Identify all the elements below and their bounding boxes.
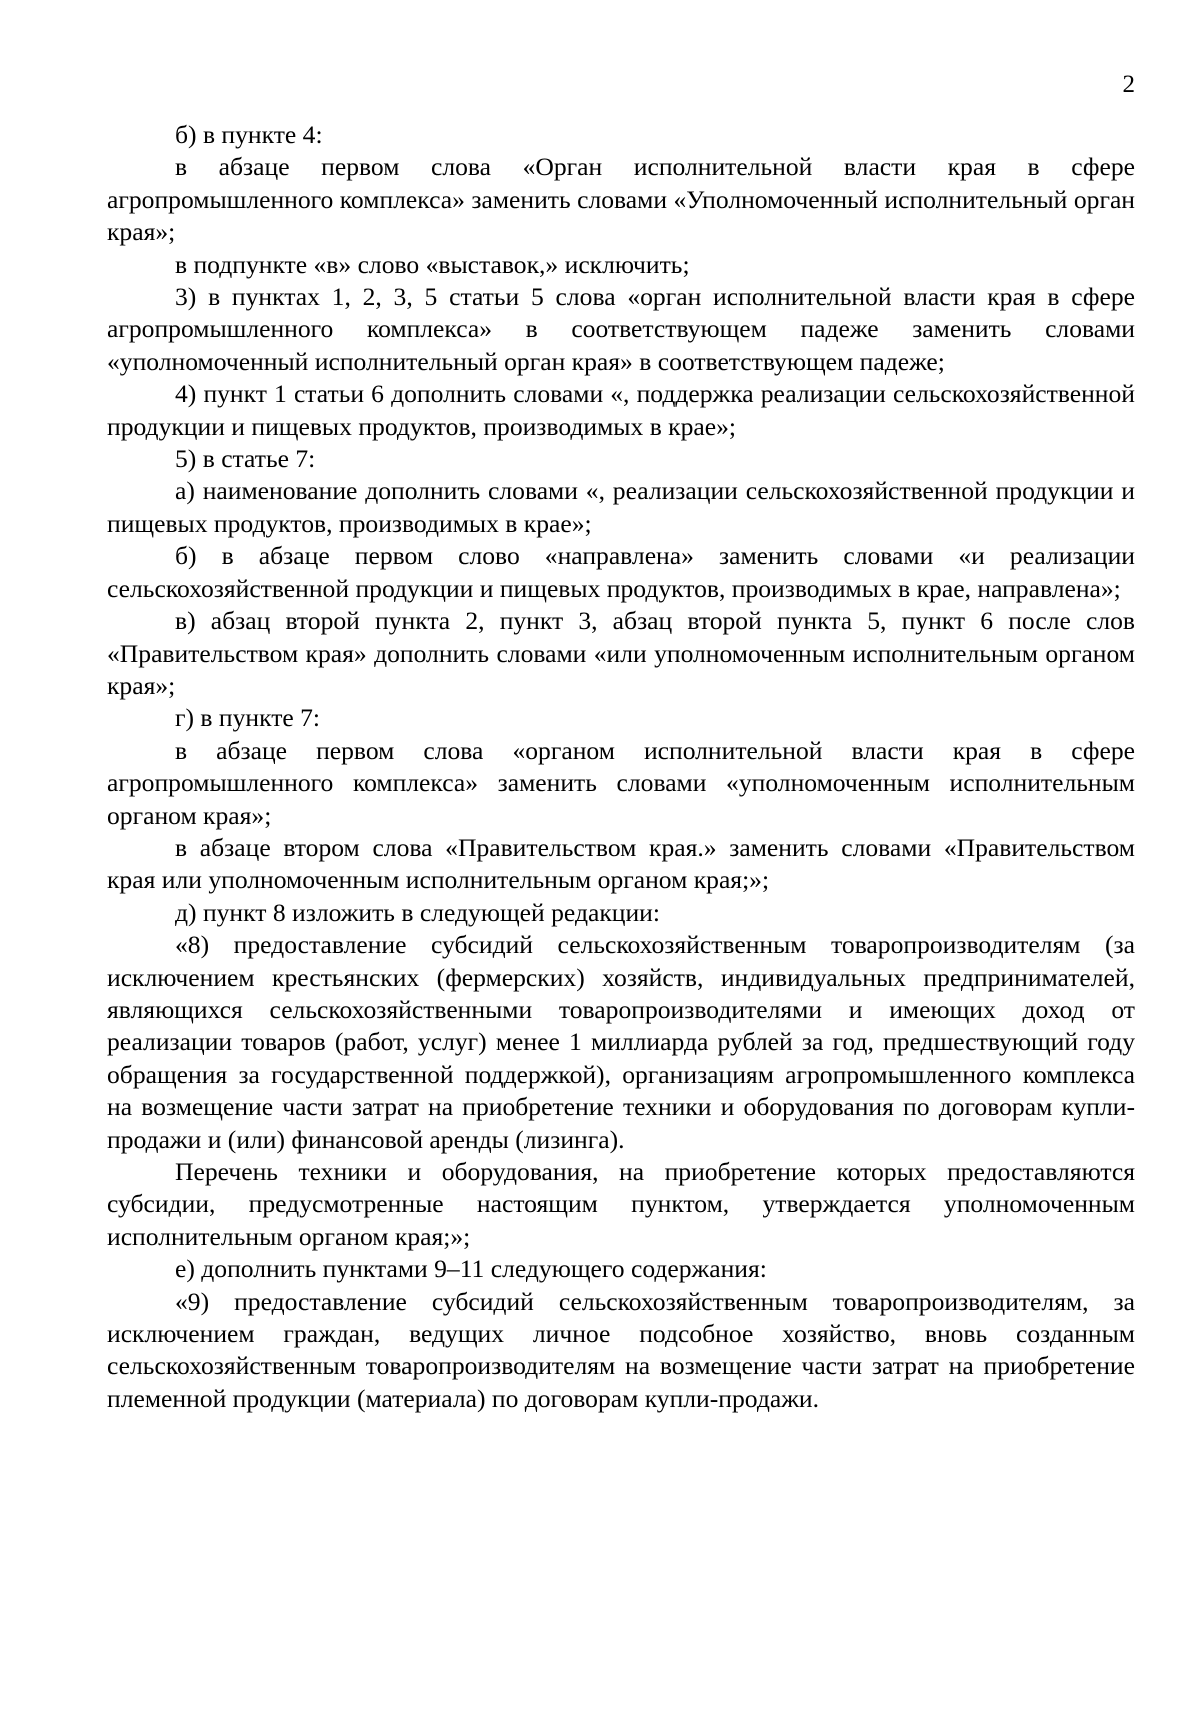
paragraph: б) в абзаце первом слово «направлена» заменить словами «и реализации сельскохозяйственной продукции и пищевых продуктов, производимых в крае, направлена»; (107, 541, 1135, 603)
paragraph: а) наименование дополнить словами «, реализации сельскохозяйственной продукции и пищевых продуктов, производимых в крае»; (107, 476, 1135, 538)
paragraph: 5) в статье 7: (175, 444, 316, 474)
document-body (107, 119, 1135, 1415)
paragraph: «8) предоставление субсидий сельскохозяйственным товаропроизводителям (за исключением крестьянских (фермерских) хозяйств, индивидуальных предпринимателей, являющихся сельскохозяйственными товаропроизводителями и имеющих доход от реализации товаров (работ, услуг) менее 1 миллиарда рублей за год, предшествующий году обращения за государственной поддержкой), организациям агропромышленного комплекса на возмещение части затрат на приобретение техники и оборудования по договорам купли-продажи и (или) финансовой аренды (лизинга). (107, 930, 1135, 1154)
page-number: 2 (1122, 71, 1135, 98)
paragraph: «9) предоставление субсидий сельскохозяйственным товаропроизводителям, за исключением граждан, ведущих личное подсобное хозяйство, вновь созданным сельскохозяйственным товаропроизводителям на возмещение части затрат на приобретение племенной продукции (материала) по договорам купли-продажи. (107, 1286, 1135, 1413)
paragraph: д) пункт 8 изложить в следующей редакции: (175, 897, 660, 927)
paragraph: Перечень техники и оборудования, на приобретение которых предоставляются субсидии, предусмотренные настоящим пунктом, утверждается уполномоченным исполнительным органом края;»; (107, 1157, 1135, 1251)
paragraph: в подпункте «в» слово «выставок,» исключить; (175, 249, 690, 279)
paragraph: 3) в пунктах 1, 2, 3, 5 статьи 5 слова «орган исполнительной власти края в сфере агропромышленного комплекса» в соответствующем падеже заменить словами «уполномоченный исполнительный орган края» в соответствующем падеже; (107, 282, 1135, 376)
paragraph: в абзаце втором слова «Правительством края.» заменить словами «Правительством края или уполномоченным исполнительным органом края;»; (107, 832, 1135, 895)
paragraph: б) в пункте 4: (175, 120, 323, 149)
paragraph: е) дополнить пунктами 9–11 следующего содержания: (175, 1254, 767, 1284)
paragraph: в) абзац второй пункта 2, пункт 3, абзац второй пункта 5, пункт 6 после слов «Правительством края» дополнить словами «или уполномоченным исполнительным органом края»; (107, 606, 1135, 700)
paragraph: г) в пункте 7: (175, 703, 321, 733)
paragraph: в абзаце первом слова «органом исполнительной власти края в сфере агропромышленного комплекса» заменить словами «уполномоченным исполнительным органом края»; (107, 735, 1135, 830)
paragraph: в абзаце первом слова «Орган исполнительной власти края в сфере агропромышленного комплекса» заменить словами «Уполномоченный исполнительный орган края»; (107, 152, 1135, 247)
paragraph: 4) пункт 1 статьи 6 дополнить словами «, поддержка реализации сельскохозяйственной продукции и пищевых продуктов, производимых в крае»; (107, 379, 1135, 441)
